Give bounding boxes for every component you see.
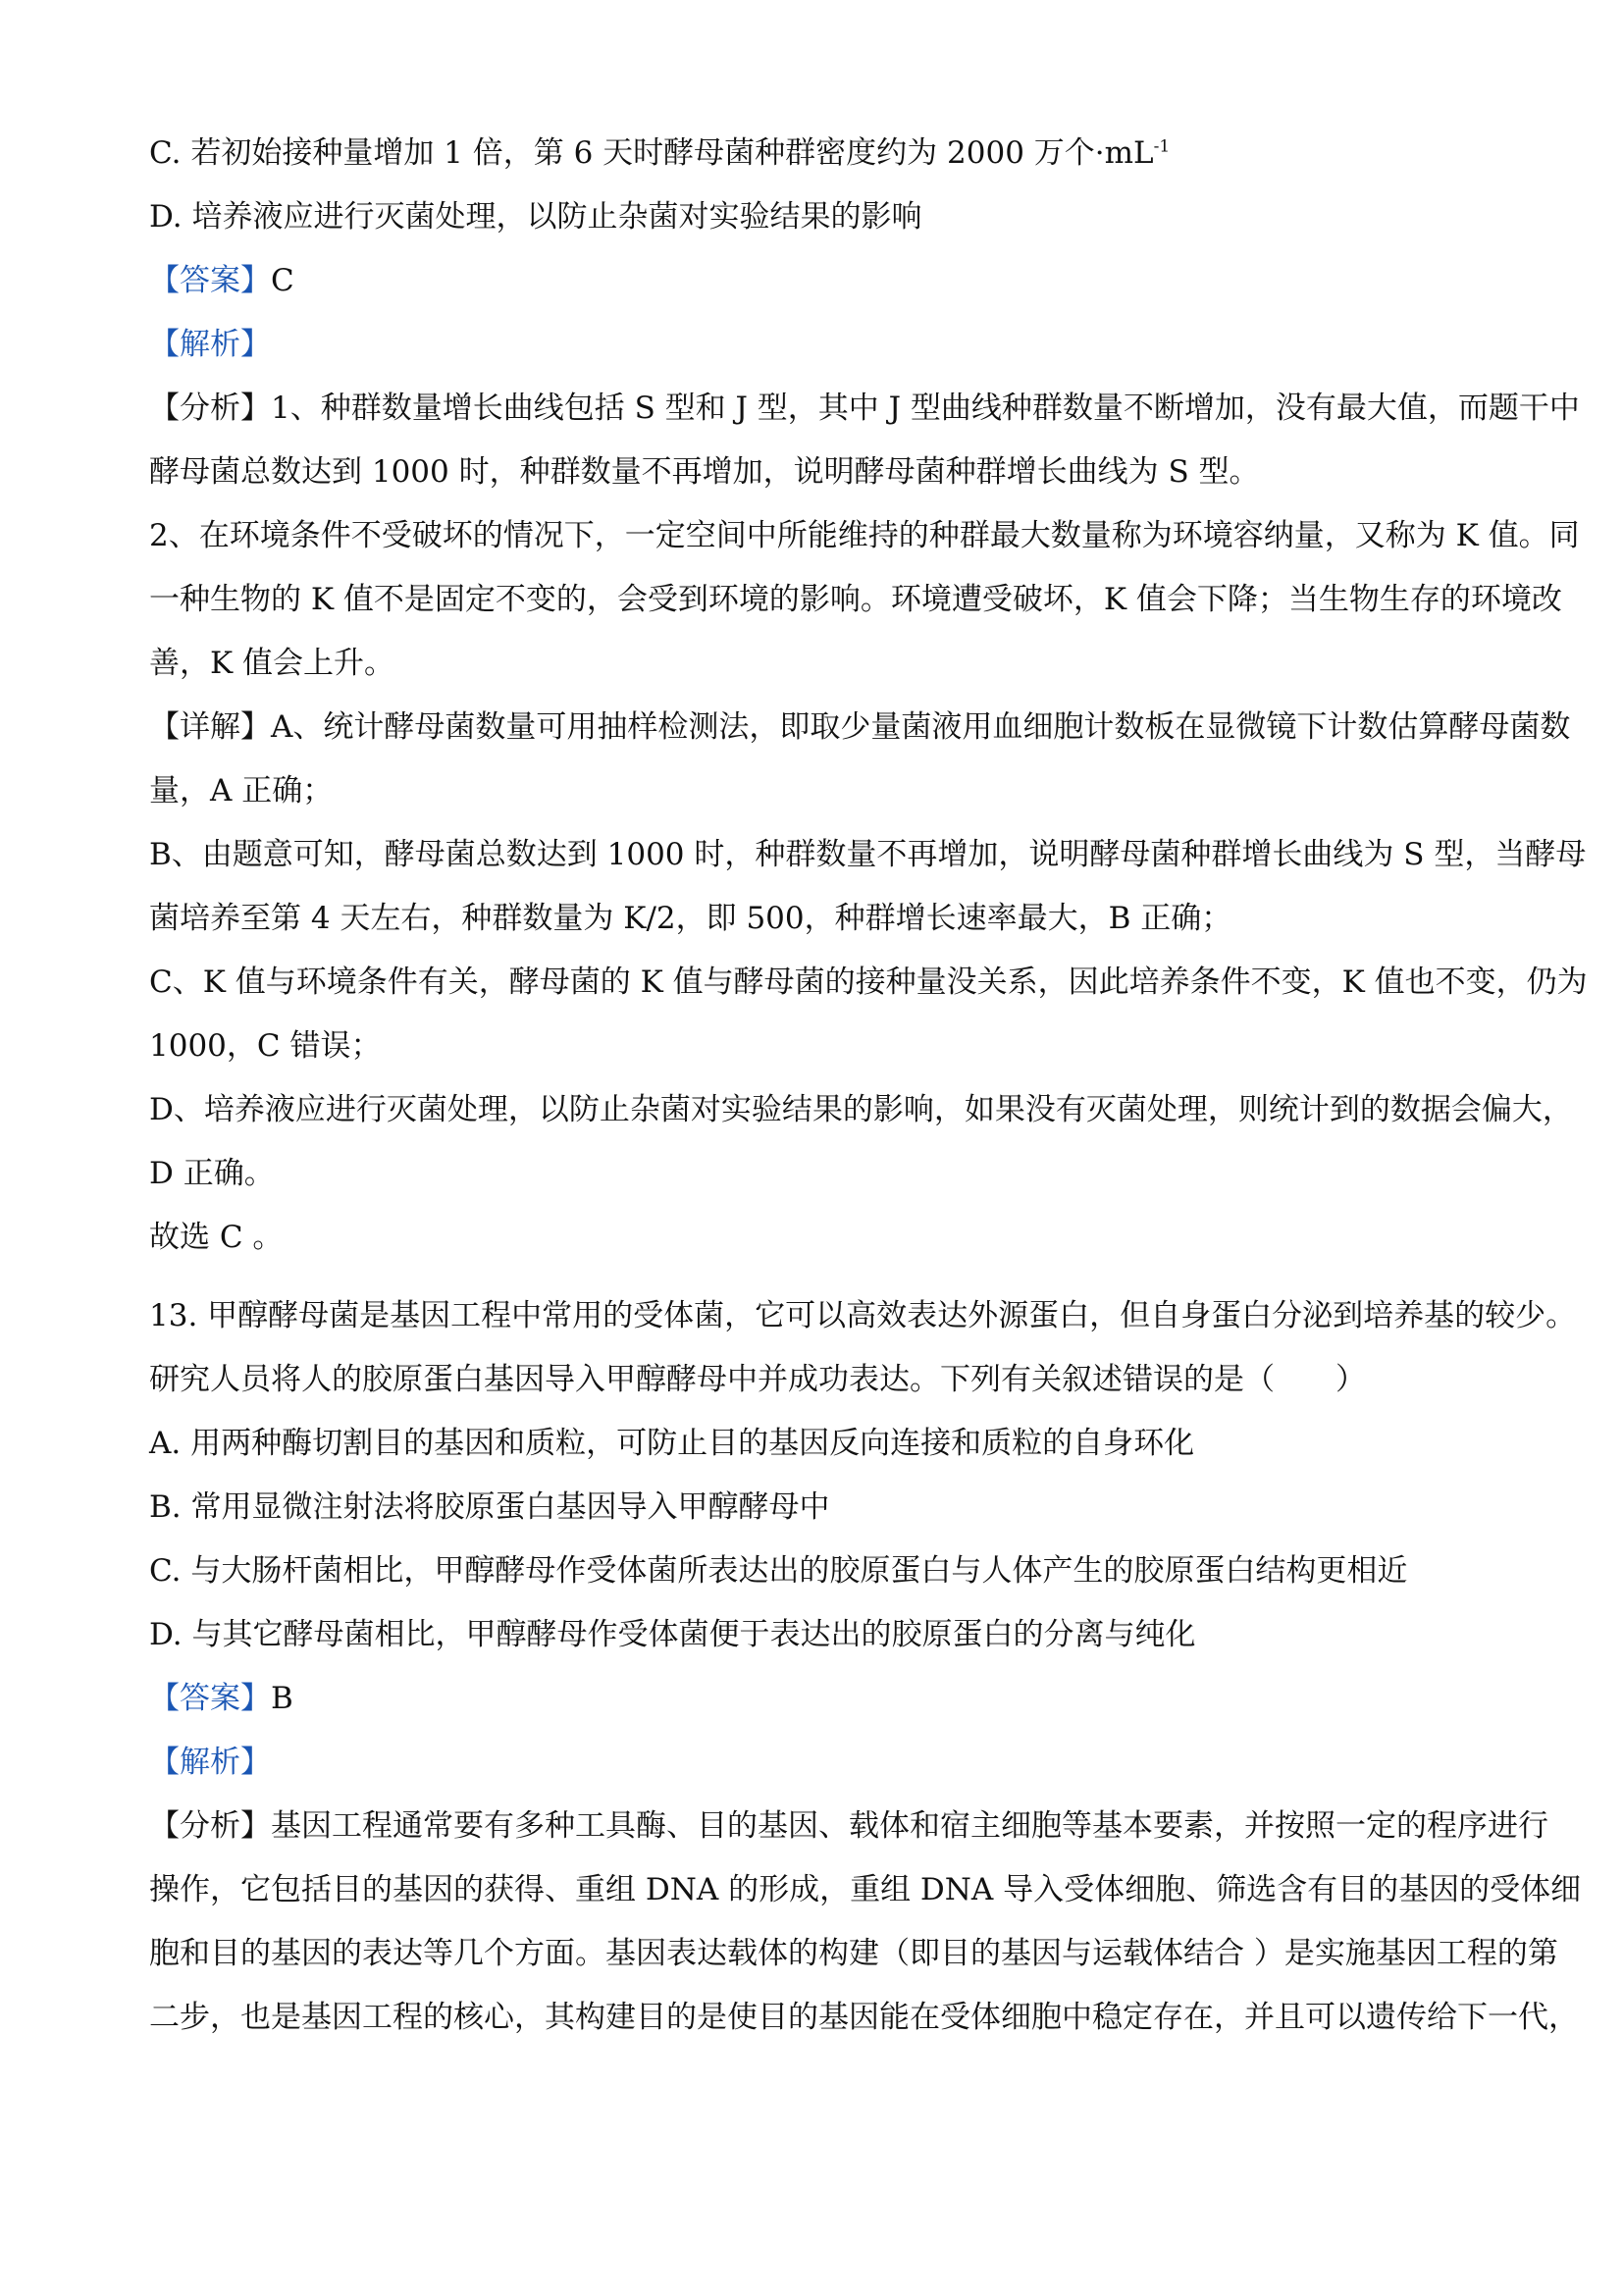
q13-fenxi-line-2: 操作，它包括目的基因的获得、重组 DNA 的形成，重组 DNA 导入受体细胞、筛选含有目的基因的受体细 — [149, 1872, 1582, 1907]
q13-fenxi-line-1 — [149, 1806, 1548, 1846]
analysis-tag: 【解析】 — [149, 327, 271, 362]
xiangjie-tag: 【详解】 — [149, 709, 271, 745]
q12-xiangjie-line-6: 1000，C 错误； — [149, 1028, 382, 1064]
q13-option-c: C. 与大肠杆菌相比，甲醇酵母作受体菌所表达出的胶原蛋白与人体产生的胶原蛋白结构更相近 — [149, 1553, 1408, 1589]
q13-stem-line-2: 研究人员将人的胶原蛋白基因导入甲醇酵母中并成功表达。下列有关叙述错误的是（ ） — [149, 1362, 1366, 1397]
q13-answer-line — [149, 1679, 293, 1718]
q12-option-c-text: C. 若初始接种量增加 1 倍，第 6 天时酵母菌种群密度约为 2000 万个·mL — [149, 135, 1154, 171]
q12-xiangjie-line-2: 量，A 正确； — [149, 773, 334, 809]
q12-answer-line — [149, 261, 294, 300]
q12-option-d: D. 培养液应进行灭菌处理，以防止杂菌对实验结果的影响 — [149, 199, 922, 235]
q13-stem-line-1: 13. 甲醇酵母菌是基因工程中常用的受体菌，它可以高效表达外源蛋白，但自身蛋白分泌到培养基的较少。 — [149, 1298, 1577, 1333]
answer-tag: 【答案】 — [149, 1681, 271, 1716]
analysis-tag: 【解析】 — [149, 1745, 271, 1780]
unit-superscript: -1 — [1153, 136, 1171, 157]
q12-xiangjie-line-5: C、K 值与环境条件有关，酵母菌的 K 值与酵母菌的接种量没关系，因此培养条件不变，K 值也不变，仍为 — [149, 965, 1588, 1000]
q13-fenxi-line-3: 胞和目的基因的表达等几个方面。基因表达载体的构建（即目的基因与运载体结合 ）是实施基因工程的第 — [149, 1936, 1558, 1971]
answer-tag: 【答案】 — [149, 263, 271, 298]
answer-value: C — [271, 263, 294, 298]
q12-xiangjie-line-4: 菌培养至第 4 天左右，种群数量为 K/2，即 500，种群增长速率最大，B 正确； — [149, 901, 1232, 936]
q12-fenxi-line-3: 2、在环境条件不受破坏的情况下，一定空间中所能维持的种群最大数量称为环境容纳量，又称为 K 值。同 — [149, 518, 1580, 553]
fenxi-tag: 【分析】 — [149, 1808, 271, 1844]
answer-value: B — [271, 1681, 293, 1716]
q12-xiangjie-line-3: B、由题意可知，酵母菌总数达到 1000 时，种群数量不再增加，说明酵母菌种群增长曲线为 S 型，当酵母 — [149, 837, 1587, 872]
fenxi-tag: 【分析】 — [149, 391, 271, 426]
q12-conclusion: 故选 C 。 — [149, 1220, 284, 1255]
q13-fenxi-text-1: 基因工程通常要有多种工具酶、目的基因、载体和宿主细胞等基本要素，并按照一定的程序进行 — [271, 1808, 1548, 1844]
q12-fenxi-text-1: 1、种群数量增长曲线包括 S 型和 J 型，其中 J 型曲线种群数量不断增加，没有最大值，而题干中 — [271, 391, 1580, 426]
q12-fenxi-line-2: 酵母菌总数达到 1000 时，种群数量不再增加，说明酵母菌种群增长曲线为 S 型。 — [149, 454, 1260, 490]
q12-xiangjie-line-7: D、培养液应进行灭菌处理，以防止杂菌对实验结果的影响，如果没有灭菌处理，则统计到的数据会偏大， — [149, 1092, 1573, 1127]
q13-option-a: A. 用两种酶切割目的基因和质粒，可防止目的基因反向连接和质粒的自身环化 — [149, 1426, 1195, 1461]
q12-fenxi-line-4: 一种生物的 K 值不是固定不变的，会受到环境的影响。环境遭受破坏，K 值会下降；当生物生存的环境改 — [149, 582, 1562, 617]
q13-option-b: B. 常用显微注射法将胶原蛋白基因导入甲醇酵母中 — [149, 1489, 830, 1525]
q12-xiangjie-text-1: A、统计酵母菌数量可用抽样检测法，即取少量菌液用血细胞计数板在显微镜下计数估算酵母菌数 — [271, 709, 1571, 745]
q12-xiangjie-line-8: D 正确。 — [149, 1156, 275, 1191]
q12-fenxi-line-5: 善，K 值会上升。 — [149, 646, 395, 681]
q12-xiangjie-line-1 — [149, 707, 1571, 747]
q13-fenxi-line-4: 二步，也是基因工程的核心，其构建目的是使目的基因能在受体细胞中稳定存在，并且可以遗传给下一代， — [149, 2000, 1579, 2035]
q13-option-d: D. 与其它酵母菌相比，甲醇酵母作受体菌便于表达出的胶原蛋白的分离与纯化 — [149, 1617, 1196, 1652]
q12-option-c — [149, 133, 1170, 173]
q12-fenxi-line-1 — [149, 389, 1580, 428]
